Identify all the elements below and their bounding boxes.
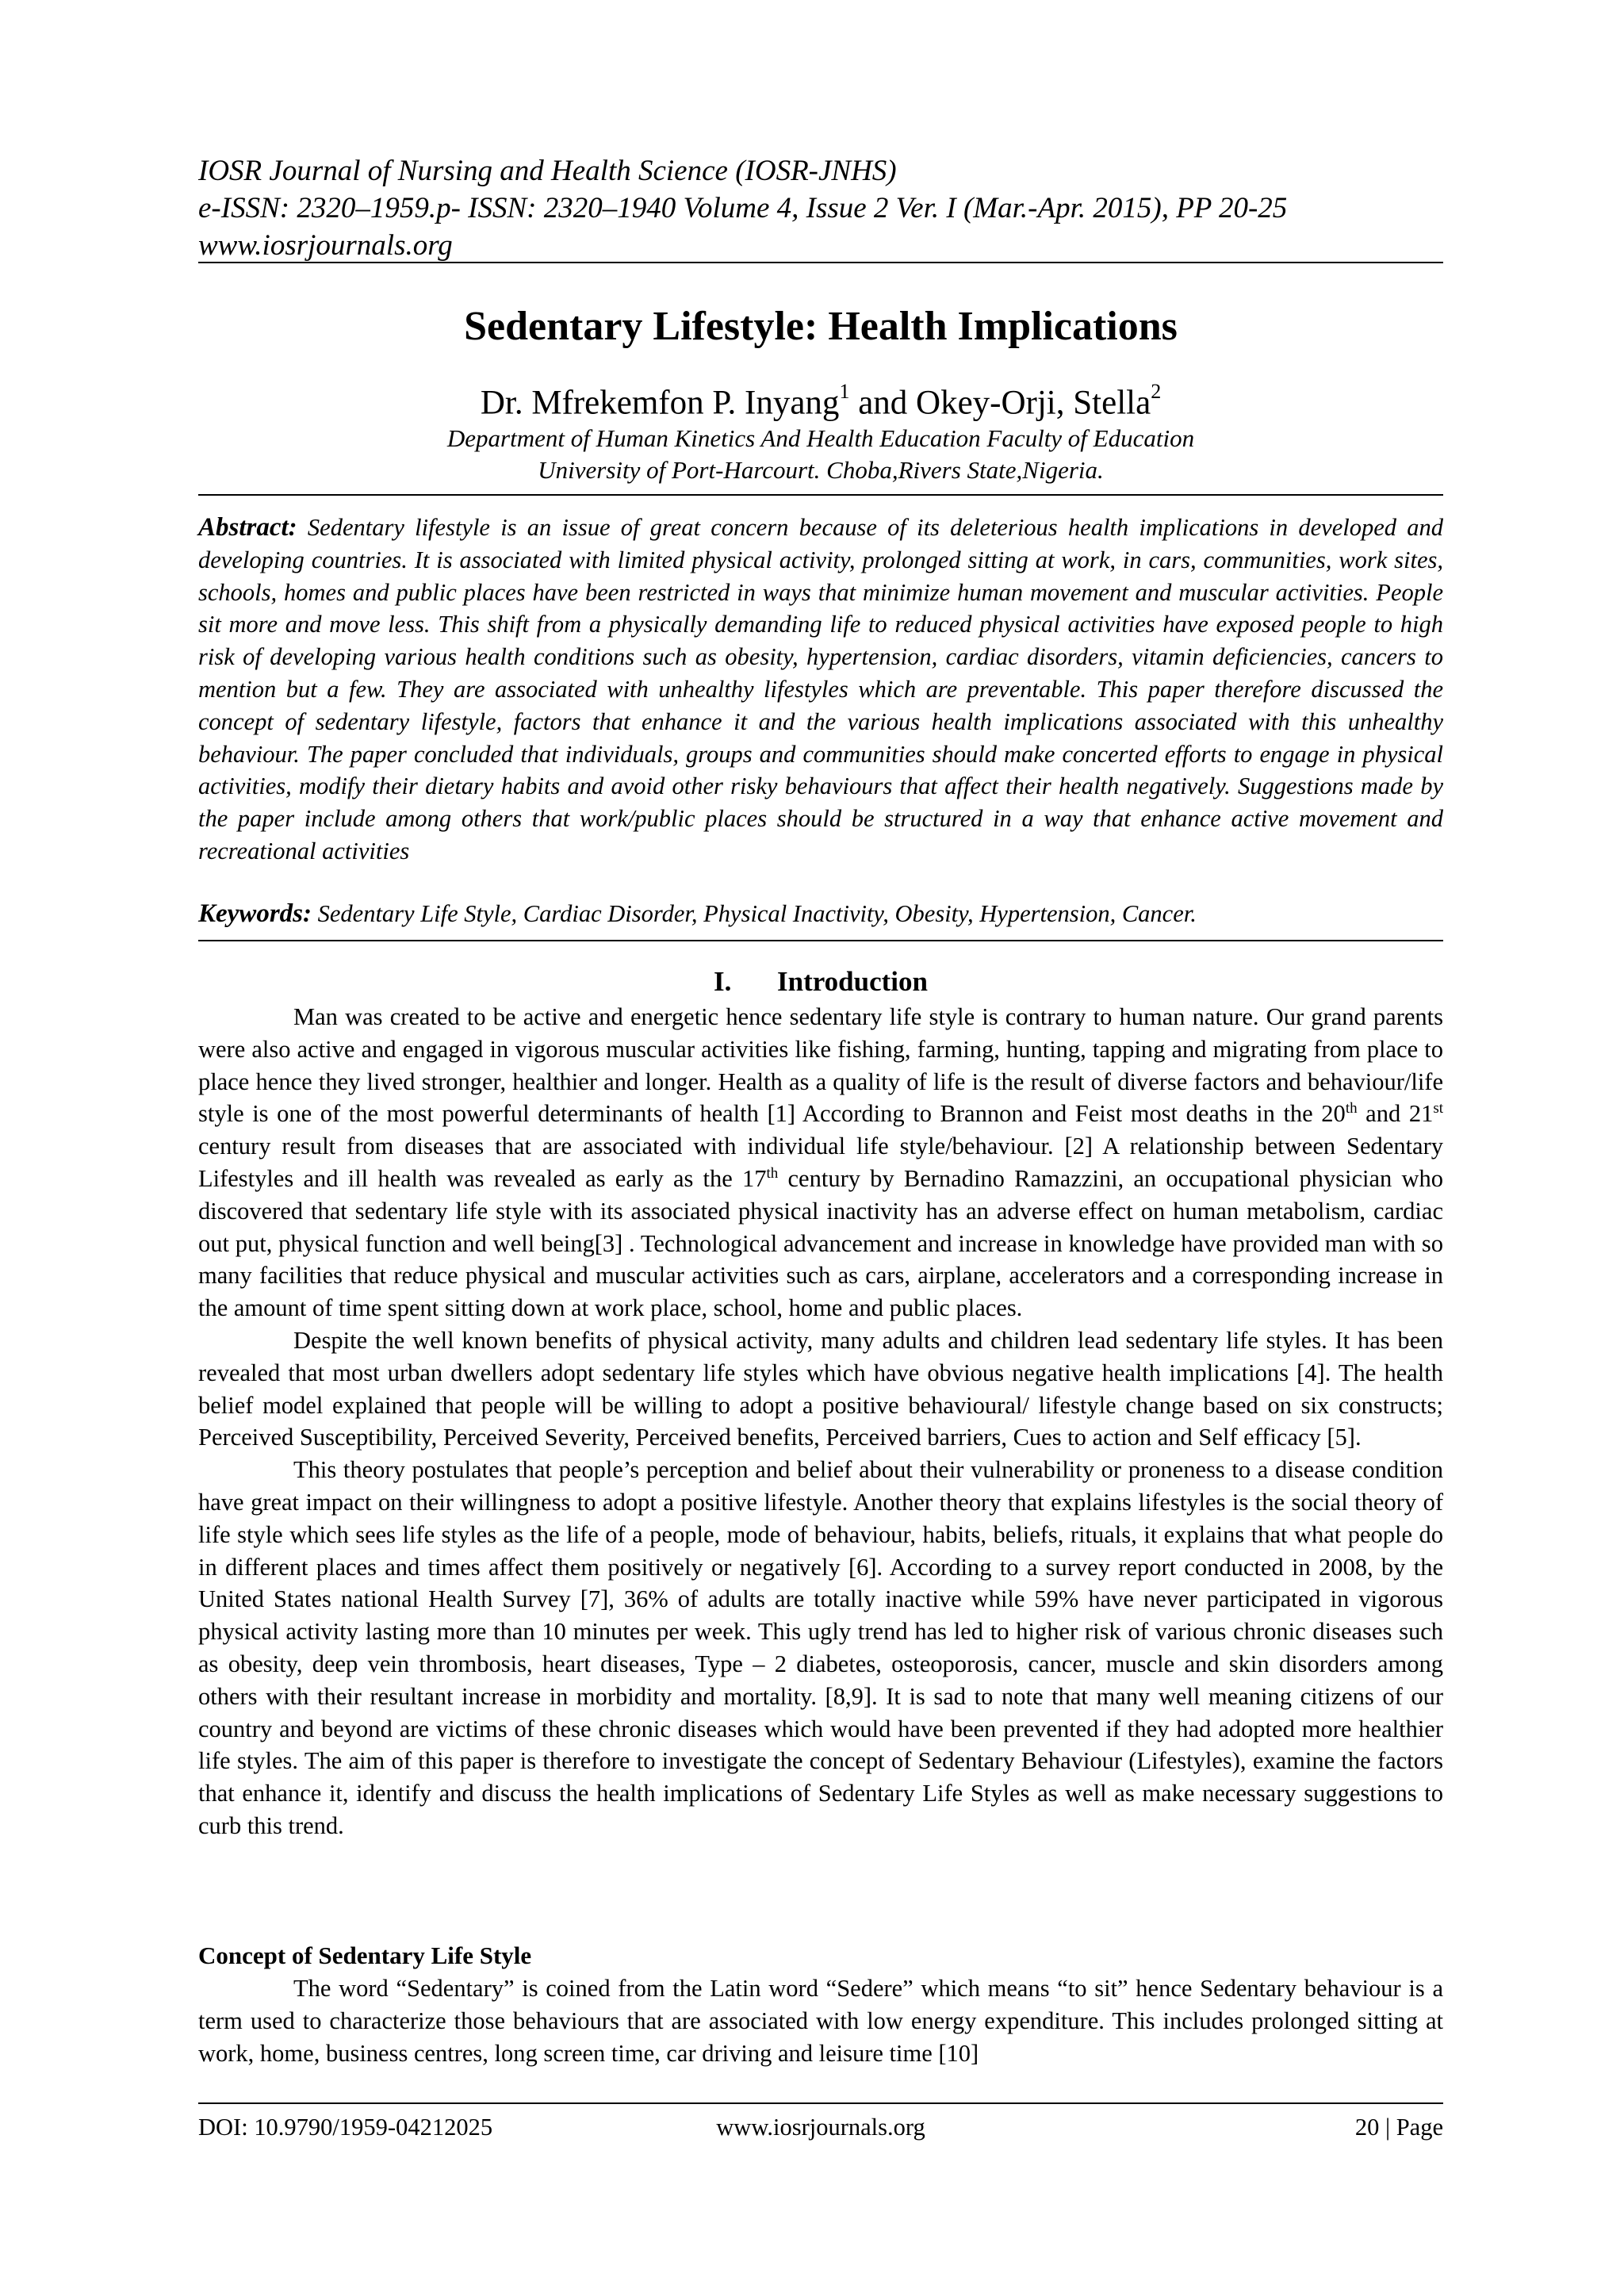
- affiliation-line-1: Department of Human Kinetics And Health Education Faculty of Education: [446, 424, 1195, 452]
- section-heading-introduction: [198, 964, 1443, 999]
- paper-title: Sedentary Lifestyle: Health Implications: [464, 304, 1178, 349]
- footer-divider: [198, 2102, 1443, 2104]
- superscript-th: th: [1345, 1100, 1358, 1117]
- header-divider: [198, 262, 1443, 263]
- keywords-text: Sedentary Life Style, Cardiac Disorder, Physical Inactivity, Obesity, Hypertension, Cancer.: [312, 900, 1197, 927]
- concept-paragraph-1: The word “Sedentary” is coined from the Latin word “Sedere” which means “to sit” hence Sedentary behaviour is a term used to characterize those behaviours that are associated with low energy expenditure. This includes prolonged sitting at work, home, business centres, long screen time, car driving and leisure time [10]: [198, 1975, 1443, 2067]
- intro-p1-text-c: century result from diseases that are associated with individual life style/behaviour. [2] A relationship between Sedentary Lifestyles and ill health was revealed as early as the 17: [198, 1133, 1443, 1192]
- author-2: Okey-Orji, Stella: [916, 384, 1151, 422]
- intro-paragraph-1: [198, 1001, 1443, 1324]
- affiliation: [198, 423, 1443, 486]
- footer-page-number: 20 | Page: [1354, 2114, 1443, 2141]
- author-connector: and: [849, 384, 917, 422]
- abstract: [198, 512, 1443, 868]
- journal-website: www.iosrjournals.org: [198, 229, 453, 262]
- intro-paragraph-3: This theory postulates that people’s perception and belief about their vulnerability or proneness to a disease condition have great impact on their willingness to adopt a positive lifestyle. Another theory that explains lifestyles is the social theory of life style which sees life styles as the life of a people, mode of behaviour, habits, beliefs, rituals, it explains that what people do in different places and times affect them positively or negatively [6]. According to a survey report conducted in 2008, by the United States national Health Survey [7], 36% of adults are totally inactive while 59% have never participated in vigorous physical activity lasting more than 10 minutes per week. This ugly trend has led to higher risk of various chronic diseases such as obesity, deep vein thrombosis, heart diseases, Type – 2 diabetes, osteoporosis, cancer, muscle and skin disorders among others with their resultant increase in morbidity and mortality. [8,9]. It is sad to note that many well meaning citizens of our country and beyond are victims of these chronic diseases which would have been prevented if they had adopted more healthier life styles. The aim of this paper is therefore to investigate the concept of Sedentary Behaviour (Lifestyles), examine the factors that enhance it, identify and discuss the health implications of Sedentary Life Styles as well as make necessary suggestions to curb this trend.: [198, 1456, 1443, 1839]
- concept-heading: Concept of Sedentary Life Style: [198, 1941, 532, 1969]
- abstract-bottom-divider: [198, 940, 1443, 941]
- keywords-label: Keywords:: [198, 899, 312, 928]
- abstract-label: Abstract:: [198, 513, 297, 542]
- author-1-affil-mark: 1: [839, 380, 850, 403]
- abstract-top-divider: [198, 494, 1443, 496]
- footer-website: www.iosrjournals.org: [716, 2114, 925, 2141]
- section-number: I.: [714, 966, 732, 997]
- intro-p1-text-a: Man was created to be active and energetic hence sedentary life style is contrary to human nature. Our grand parents were also active and engaged in vigorous muscular activities like fishing, farming, hunting, tapping and migrating from place to place hence they lived stronger, healthier and longer. Health as a quality of life is the result of diverse factors and behaviour/life style is one of the most powerful determinants of health [1] According to Brannon and Feist most deaths in the 20: [198, 1003, 1443, 1128]
- abstract-text: Sedentary lifestyle is an issue of great concern because of its deleterious health implications in developed and developing countries. It is associated with limited physical activity, prolonged sitting at work, in cars, communities, work sites, schools, homes and public places have been restricted in ways that minimize human movement and muscular activities. People sit more and move less. This shift from a physically demanding life to reduced physical activities have exposed people to high risk of developing various health conditions such as obesity, hypertension, cardiac disorders, vitamin deficiencies, cancers to mention but a few. They are associated with unhealthy lifestyles which are preventable. This paper therefore discussed the concept of sedentary lifestyle, factors that enhance it and the various health implications associated with this unhealthy behaviour. The paper concluded that individuals, groups and communities should make concerted efforts to engage in physical activities, modify their dietary habits and avoid other risky behaviours that affect their health negatively. Suggestions made by the paper include among others that work/public places should be structured in a way that enhance active movement and recreational activities: [198, 514, 1443, 864]
- keywords: [198, 898, 1443, 930]
- superscript-st: st: [1433, 1100, 1444, 1117]
- journal-name: IOSR Journal of Nursing and Health Science (IOSR-JNHS): [198, 155, 897, 187]
- introduction-body: [198, 1001, 1443, 1842]
- section-title: Introduction: [777, 966, 928, 997]
- concept-body: [198, 1972, 1443, 2069]
- footer-doi: DOI: 10.9790/1959-04212025: [198, 2114, 493, 2141]
- author-1: Dr. Mfrekemfon P. Inyang: [480, 384, 840, 422]
- author-line: [198, 373, 1443, 425]
- journal-header: [198, 152, 1443, 264]
- issn-line: e-ISSN: 2320–1959.p- ISSN: 2320–1940 Volume 4, Issue 2 Ver. I (Mar.-Apr. 2015), PP 20-25: [198, 192, 1288, 224]
- affiliation-line-2: University of Port-Harcourt. Choba,Rivers State,Nigeria.: [538, 456, 1104, 484]
- superscript-th-2: th: [766, 1164, 779, 1182]
- intro-p1-text-d: century by Bernadino Ramazzini, an occupational physician who discovered that sedentary life style with its associated physical inactivity has an adverse effect on human metabolism, cardiac out put, physical function and well being[3] . Technological advancement and increase in knowledge have provided man with so many facilities that reduce physical and muscular activities such as cars, airplane, accelerators and a corresponding increase in the amount of time spent sitting down at work place, school, home and public places.: [198, 1164, 1444, 1322]
- intro-p1-text-b: and 21: [1357, 1100, 1434, 1128]
- author-2-affil-mark: 2: [1151, 380, 1162, 403]
- intro-paragraph-2: Despite the well known benefits of physical activity, many adults and children lead sedentary life styles. It has been revealed that most urban dwellers adopt sedentary life styles which have obvious negative health implications [4]. The health belief model explained that people will be willing to adopt a positive behavioural/ lifestyle change based on six constructs; Perceived Susceptibility, Perceived Severity, Perceived benefits, Perceived barriers, Cues to action and Self efficacy [5].: [198, 1326, 1443, 1451]
